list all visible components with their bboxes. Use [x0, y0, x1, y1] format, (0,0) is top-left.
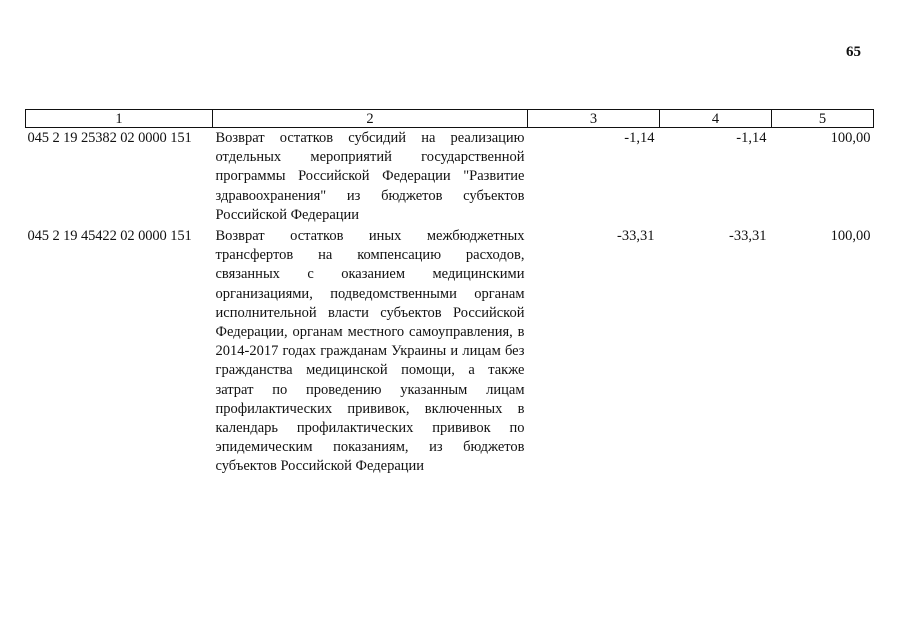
table-row: [26, 225, 874, 477]
row-col5-value: 100,00: [830, 228, 871, 245]
header-row: [26, 110, 874, 128]
row-col4-value: -33,31: [729, 228, 767, 245]
page-number: 65: [846, 44, 861, 60]
table-header: [26, 110, 874, 128]
table-body: [26, 128, 874, 477]
row-code: 045 2 19 45422 02 0000 151: [27, 228, 192, 245]
row-col3-value: -33,31: [617, 228, 655, 245]
row-col3-value: -1,14: [624, 130, 655, 146]
header-col-1: 1: [26, 110, 213, 128]
row-col5-value: 100,00: [830, 130, 871, 146]
header-col-3: 3: [528, 110, 660, 128]
table-row: [26, 128, 874, 226]
header-col-5: 5: [772, 110, 874, 128]
row-col4-value: -1,14: [736, 130, 767, 146]
header-col-4: 4: [660, 110, 772, 128]
row-description: Возврат остатков иных межбюджетных трансфертов на компенсацию расходов, связанных с оказанием медицинскими организациями, подведомственными органам исполнительной власти субъектов Российской Федерации, органам местного самоуправления, в 2014-2017 годах гражданам Украины и лицам без гражданства медицинской помощи, а также затрат по проведению указанным лицам профилактических прививок, включенных в календарь профилактических прививок по эпидемическим показаниям, из бюджетов субъектов Российской Федерации: [215, 228, 525, 475]
row-description: Возврат остатков субсидий на реализацию отдельных мероприятий государственной программы Российской Федерации "Развитие здравоохранения" из бюджетов субъектов Российской Федерации: [215, 130, 525, 223]
budget-table: [25, 109, 874, 477]
header-col-2: 2: [213, 110, 528, 128]
row-code: 045 2 19 25382 02 0000 151: [27, 130, 192, 146]
